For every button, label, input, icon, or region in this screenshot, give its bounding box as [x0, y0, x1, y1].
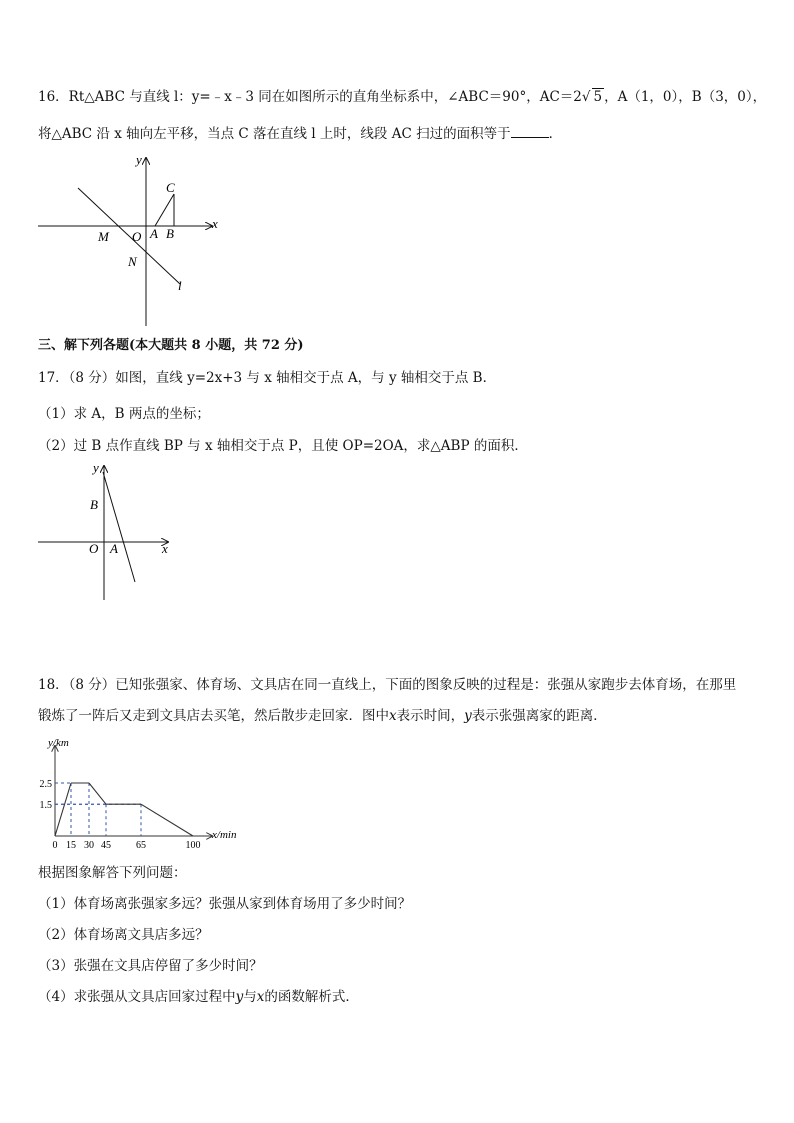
q18-intro: 根据图象解答下列问题： [38, 865, 187, 881]
q16-label-M: M [98, 229, 109, 244]
q17-part2: （2）过 B 点作直线 BP 与 x 轴相交于点 P，且使 OP=2OA，求△ABP 的面积． [38, 438, 528, 454]
chart-x-tick-label: 65 [136, 840, 146, 851]
chart-x-tick-label: 100 [185, 840, 201, 851]
q16-line1-text-a: 16．Rt△ABC 与直线 l：y=﹣x﹣3 同在如图所示的直角坐标系中，∠ABC＝90°，AC＝2 [38, 89, 582, 105]
q18-part1: （1）体育场离张强家多远？张强从家到体育场用了多少时间？ [38, 896, 412, 912]
q18-stem2-a: 锻炼了一阵后又走到文具店去买笔，然后散步走回家．图中 [38, 708, 389, 724]
chart-x-tick-label: 45 [101, 840, 111, 851]
chart-x-label: x/min [212, 829, 237, 841]
q16-label-x: x [212, 216, 218, 231]
q16-label-C: C [166, 180, 175, 195]
q18-part2: （2）体育场离文具店多远？ [38, 927, 209, 943]
chart-x-tick-label: 15 [66, 840, 76, 851]
q17-label-y: y [93, 460, 99, 475]
q18-stem2-c: 表示张强离家的距离． [471, 708, 607, 724]
q16-label-O: O [132, 229, 142, 244]
chart-x-tick-label: 30 [84, 840, 94, 851]
q17-part1: （1）求 A，B 两点的坐标； [38, 406, 210, 422]
q18-p4-b: 与 [243, 989, 257, 1005]
sqrt-symbol: √ 5 [581, 89, 603, 105]
section-3-title: 三、解下列各题(本大题共 8 小题，共 72 分) [38, 338, 304, 353]
chart-x-tick-label: 0 [52, 840, 58, 851]
chart-y-tick-label: 2.5 [39, 779, 52, 790]
q17-label-x: x [162, 541, 168, 556]
q18-p4-var-x: x [256, 989, 265, 1005]
chart-y-tick-label: 1.5 [39, 800, 52, 812]
q18-part3: （3）张强在文具店停留了多少时间？ [38, 958, 263, 974]
chart-series-segment [141, 804, 193, 836]
q16-label-y: y [136, 152, 142, 167]
q17-label-O: O [89, 541, 99, 556]
q18-p4-c: 的函数解析式． [264, 989, 359, 1005]
chart-series-segment [89, 783, 106, 804]
q18-var-y: y [464, 708, 472, 724]
q16-line1-text-b: ，A（1，0），B（3，0）， [604, 89, 767, 105]
q16-label-N: N [128, 254, 137, 269]
chart-y-label: y/km [48, 737, 69, 749]
q18-part4 [38, 988, 359, 1006]
q16-label-B: B [166, 226, 174, 241]
q18-stem-line1: 18．（8 分）已知张强家、体育场、文具店在同一直线上，下面的图象反映的过程是：张强从家跑步去体育场，在那里 [38, 677, 737, 693]
q17-label-A: A [110, 541, 118, 556]
q16-label-A: A [150, 226, 158, 241]
sqrt-radicand: 5 [593, 89, 603, 105]
q16-line2-text-a: 将△ABC 沿 x 轴向左平移，当点 C 落在直线 l 上时，线段 AC 扫过的面积等于 [38, 126, 511, 142]
q17-stem: 17．（8 分）如图，直线 y=2x+3 与 x 轴相交于点 A，与 y 轴相交于点 B． [38, 370, 497, 386]
q18-stem2-b: 表示时间， [396, 708, 465, 724]
chart-series-segment [55, 783, 71, 836]
q18-p4-var-y: y [235, 989, 244, 1005]
q18-var-x: x [389, 708, 397, 724]
q16-line2-text-b: ． [548, 126, 563, 142]
q16-label-l: l [178, 278, 182, 293]
q18-p4-a: （4）求张强从文具店回家过程中 [38, 989, 236, 1005]
q17-label-B: B [90, 497, 98, 512]
